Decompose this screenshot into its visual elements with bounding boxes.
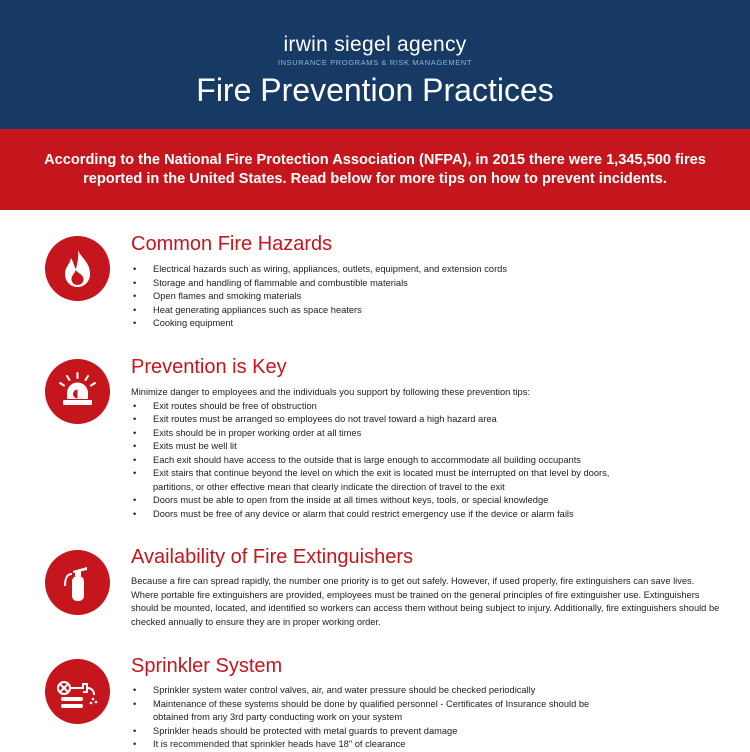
list-item: • Open flames and smoking materials xyxy=(131,290,711,304)
list-item: • Heat generating appliances such as space heaters xyxy=(131,304,711,318)
list-item: • Exit stairs that continue beyond the level on which the exit is located must be interrupted on that level by doors, partitions, or other effective mean that clearly indicate the direction of travel to the exit xyxy=(131,467,711,494)
section-title: Common Fire Hazards xyxy=(131,233,333,255)
header xyxy=(0,0,750,129)
brand-name: irwin siegel agency xyxy=(283,33,467,56)
section-paragraph: Because a fire can spread rapidly, the number one priority is to get out safely. However, if used properly, fire extinguishers can save lives. Where portable fire extinguishers are provided, employees must be trained on the general principles of fire extinguisher use. Extinguishers should be mounted, located, and identified so workers can access them without being subject to injury. Additionally, fire extinguishers should be checked annually to ensure they are in proper working order. xyxy=(131,576,720,627)
list-item: • Sprinkler system water control valves, air, and water pressure should be checked periodically xyxy=(131,684,711,698)
list-item: • Exit routes must be arranged so employees do not travel toward a high hazard area xyxy=(131,413,711,427)
flame-icon xyxy=(45,236,110,301)
section-title: Prevention is Key xyxy=(131,356,287,378)
section-intro: Minimize danger to employees and the individuals you support by following these prevention tips: xyxy=(131,387,530,397)
list-item: • Doors must be able to open from the inside at all times without keys, tools, or special knowledge xyxy=(131,494,711,508)
intro-banner xyxy=(0,129,750,210)
page-title: Fire Prevention Practices xyxy=(196,72,554,108)
list-item: • Exits should be in proper working order at all times xyxy=(131,427,711,441)
section-body xyxy=(131,575,721,629)
brand-tagline: INSURANCE PROGRAMS & RISK MANAGEMENT xyxy=(277,58,473,67)
section-body xyxy=(131,684,711,752)
sprinkler-icon xyxy=(45,659,110,724)
list-item: • It is recommended that sprinkler heads have 18" of clearance xyxy=(131,738,711,752)
list-item: • Exits must be well lit xyxy=(131,440,711,454)
section-title: Sprinkler System xyxy=(131,655,283,677)
alarm-light-icon xyxy=(45,359,110,424)
list-item: • Electrical hazards such as wiring, appliances, outlets, equipment, and extension cords xyxy=(131,263,711,277)
section-title: Availability of Fire Extinguishers xyxy=(131,546,413,568)
list-item: • Sprinkler heads should be protected with metal guards to prevent damage xyxy=(131,725,711,739)
banner-text: According to the National Fire Protection Association (NFPA), in 2015 there were 1,345,500 fires reported in the United States. Read below for more tips on how to prevent incidents. xyxy=(44,152,706,187)
section-body xyxy=(131,386,711,521)
list-item: • Cooking equipment xyxy=(131,317,711,331)
section-body xyxy=(131,263,711,331)
list-item: • Storage and handling of flammable and combustible materials xyxy=(131,277,711,291)
list-item: • Each exit should have access to the outside that is large enough to accommodate all building occupants xyxy=(131,454,711,468)
list-item: • Doors must be free of any device or alarm that could restrict emergency use if the device or alarm fails xyxy=(131,508,711,522)
fire-extinguisher-icon xyxy=(45,550,110,615)
list-item: • Exit routes should be free of obstruction xyxy=(131,400,711,414)
list-item: • Maintenance of these systems should be done by qualified personnel - Certificates of Insurance should be obtained from any 3rd party conducting work on your system xyxy=(131,698,711,725)
